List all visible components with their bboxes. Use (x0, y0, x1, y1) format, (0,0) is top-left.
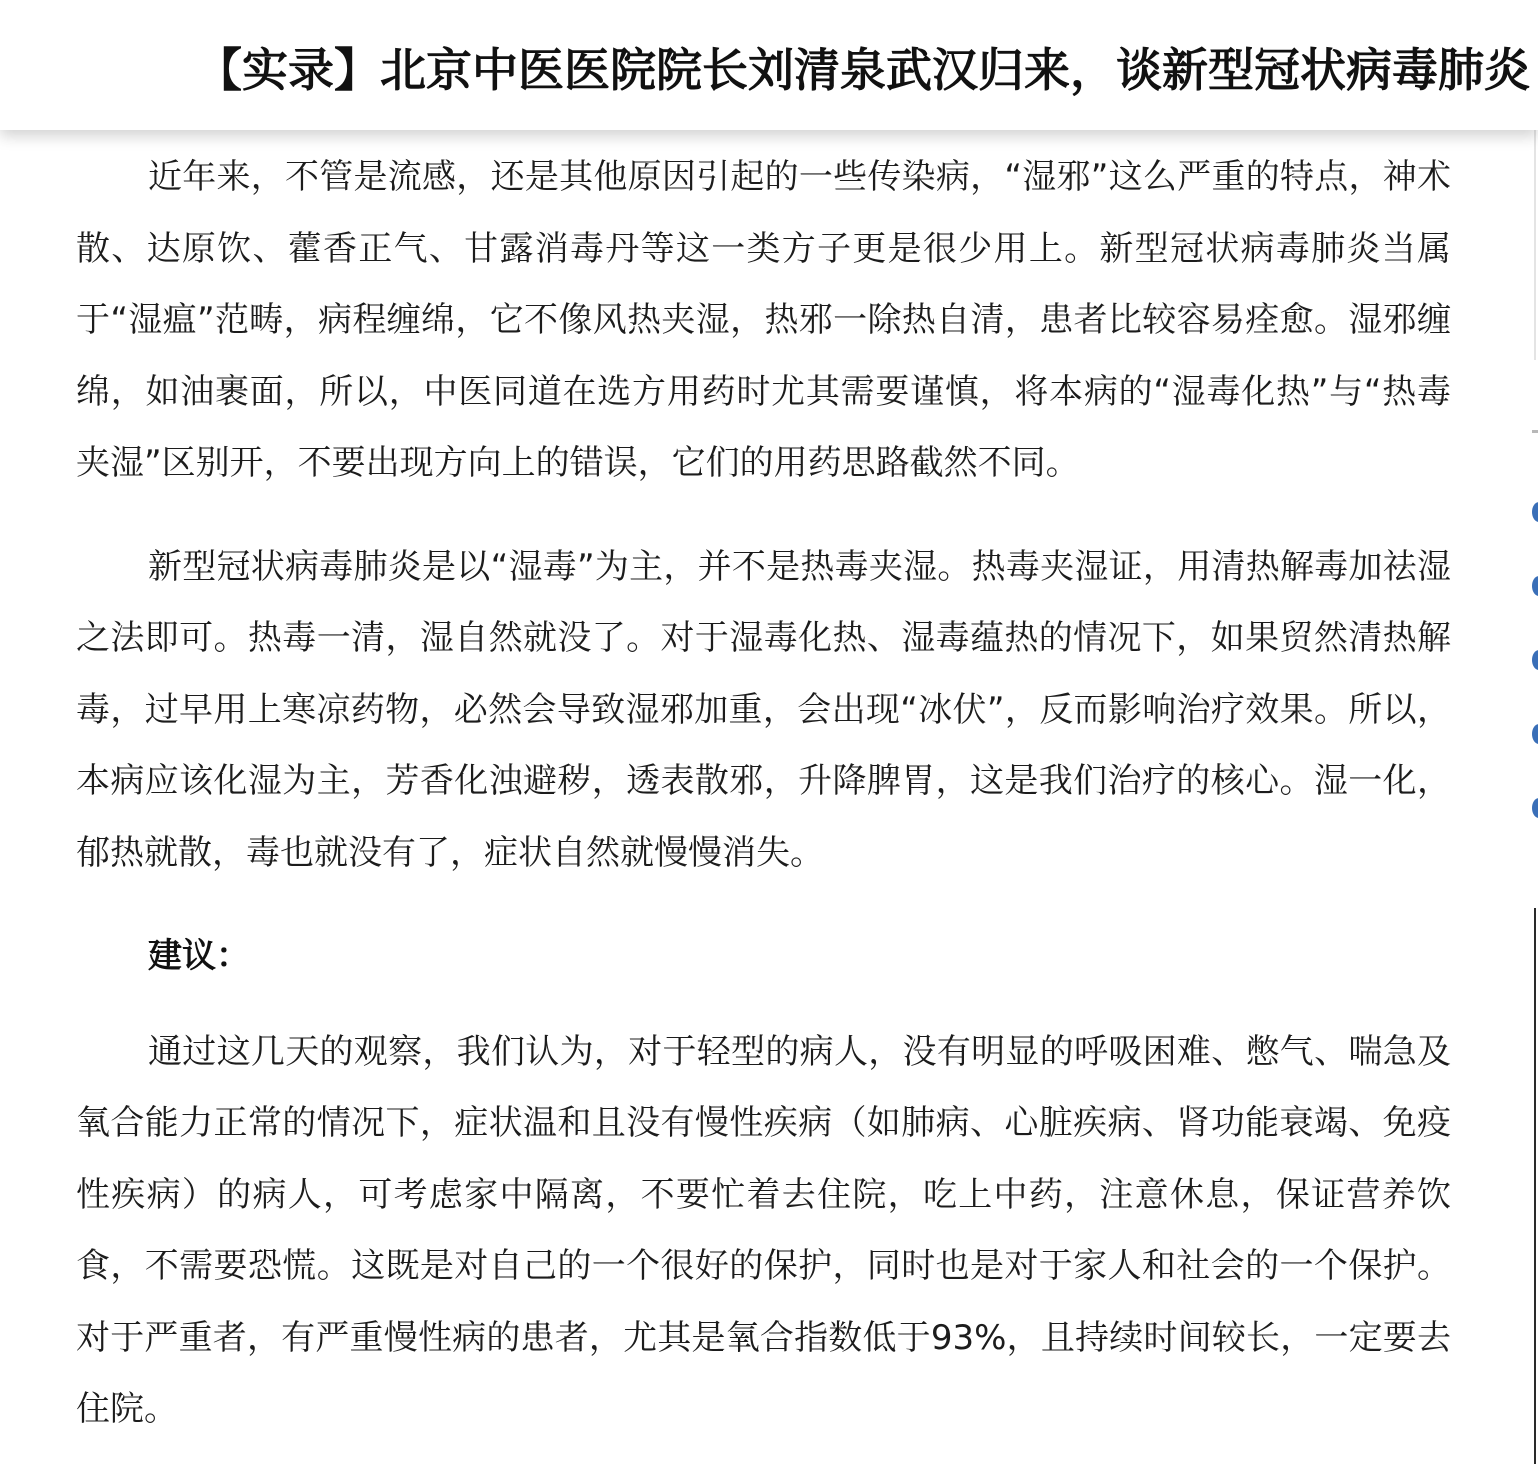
side-nav-dot[interactable] (1532, 576, 1538, 596)
article-paragraph: 近年来，不管是流感，还是其他原因引起的一些传染病，“湿邪”这么严重的特点，神术散、达原饮、藿香正气、甘露消毒丹等这一类方子更是很少用上。新型冠状病毒肺炎当属于“湿瘟”范畴，病程缠绵，它不像风热夹湿，热邪一除热自清，患者比较容易痊愈。湿邪缠绵，如油裹面，所以，中医同道在选方用药时尤其需要谨慎，将本病的“湿毒化热”与“热毒夹湿”区别开，不要出现方向上的错误，它们的用药思路截然不同。 (76, 157, 1451, 483)
side-divider (1534, 130, 1536, 360)
article-body (76, 142, 1451, 1464)
section-heading: 建议： (148, 936, 250, 976)
article-header-bar (0, 0, 1538, 130)
article-paragraph: 新型冠状病毒肺炎是以“湿毒”为主，并不是热毒夹湿。热毒夹湿证，用清热解毒加祛湿之法即可。热毒一清，湿自然就没了。对于湿毒化热、湿毒蕴热的情况下，如果贸然清热解毒，过早用上寒凉药物，必然会导致湿邪加重，会出现“冰伏”，反而影响治疗效果。所以，本病应该化湿为主，芳香化浊避秽，透表散邪，升降脾胃，这是我们治疗的核心。湿一化，郁热就散，毒也就没有了，症状自然就慢慢消失。 (76, 546, 1451, 873)
side-nav-dot[interactable] (1532, 650, 1538, 670)
side-nav-dot[interactable] (1532, 724, 1538, 744)
side-rail (1526, 130, 1538, 1464)
side-nav-dot[interactable] (1532, 798, 1538, 818)
side-nav-dot[interactable] (1532, 502, 1538, 522)
side-divider (1534, 908, 1536, 1464)
side-tick (1532, 430, 1538, 433)
page-title: 【实录】北京中医医院院长刘清泉武汉归来，谈新型冠状病毒肺炎 (196, 43, 1530, 97)
article-paragraph: 通过这几天的观察，我们认为，对于轻型的病人，没有明显的呼吸困难、憋气、喘急及氧合能力正常的情况下，症状温和且没有慢性疾病（如肺病、心脏疾病、肾功能衰竭、免疫性疾病）的病人，可考虑家中隔离，不要忙着去住院，吃上中药，注意休息，保证营养饮食，不需要恐慌。这既是对自己的一个很好的保护，同时也是对于家人和社会的一个保护。对于严重者，有严重慢性病的患者，尤其是氧合指数低于93%，且持续时间较长，一定要去住院。 (76, 1031, 1451, 1429)
